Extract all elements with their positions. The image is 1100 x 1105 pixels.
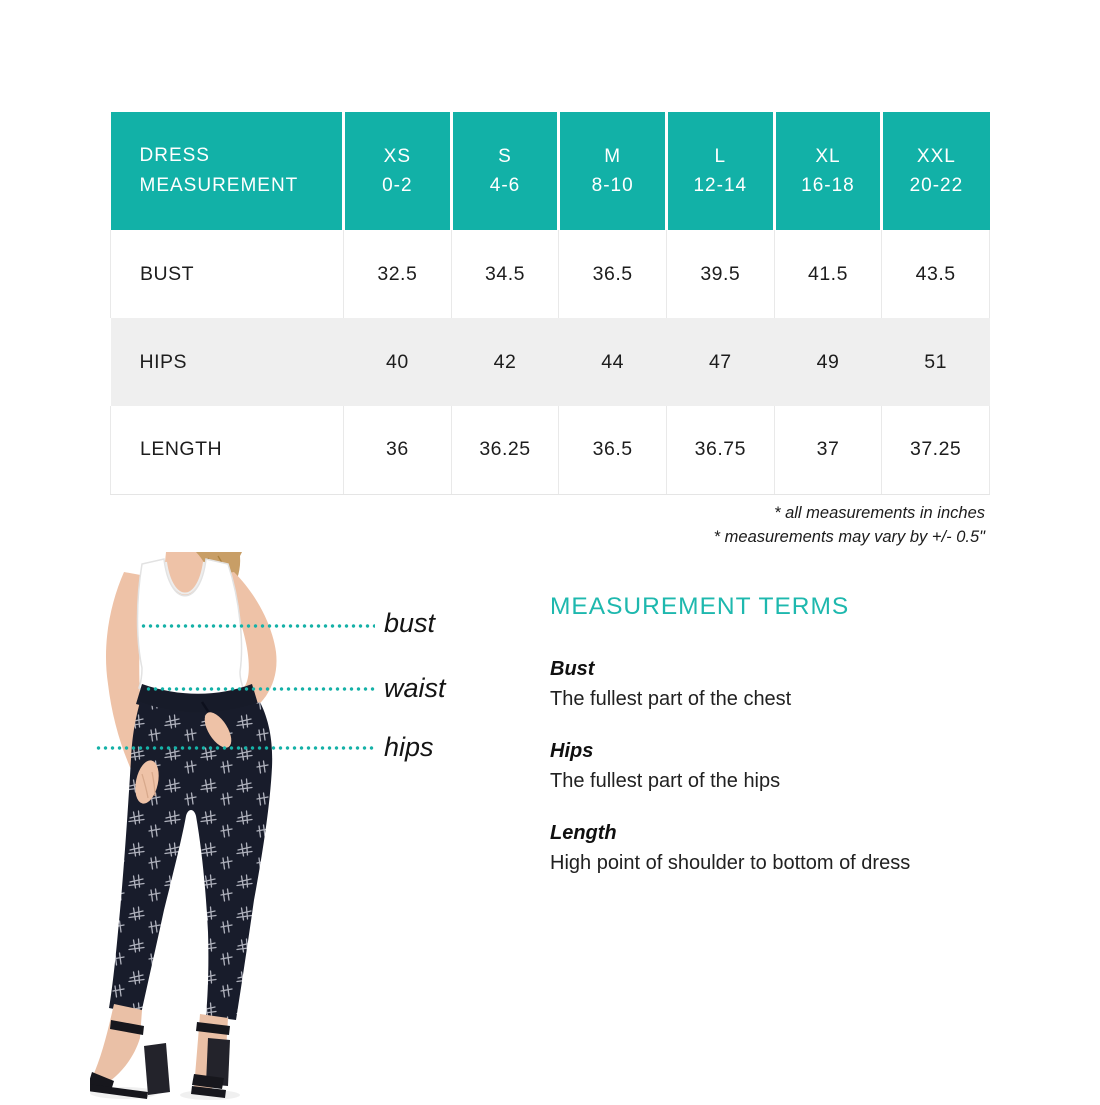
corner-header: DRESS MEASUREMENT bbox=[111, 112, 344, 230]
column-header-xs bbox=[344, 112, 452, 230]
cell-value: 49 bbox=[774, 318, 882, 406]
cell-value: 40 bbox=[344, 318, 452, 406]
size-range: 16-18 bbox=[801, 175, 855, 196]
footnotes bbox=[714, 501, 985, 549]
column-header-s bbox=[451, 112, 559, 230]
size-range: 0-2 bbox=[382, 175, 413, 196]
waist-annotation-label: waist bbox=[384, 673, 446, 703]
term-name: Length bbox=[550, 822, 617, 844]
table-row-hips bbox=[111, 318, 990, 406]
bust-annotation-label: bust bbox=[384, 608, 436, 638]
cell-value: 36.25 bbox=[451, 406, 559, 494]
cell-value: 51 bbox=[882, 318, 990, 406]
cell-value: 37.25 bbox=[882, 406, 990, 494]
term-name: Hips bbox=[550, 740, 594, 762]
hips-dotted-line bbox=[95, 746, 375, 750]
column-header-xxl bbox=[882, 112, 990, 230]
cell-value: 36.75 bbox=[666, 406, 774, 494]
model-photo bbox=[90, 552, 320, 1100]
size-label: XL bbox=[815, 146, 841, 167]
size-label: M bbox=[604, 146, 622, 167]
terms-title: MEASUREMENT TERMS bbox=[550, 593, 850, 620]
size-label: XXL bbox=[916, 146, 956, 167]
cell-value: 36.5 bbox=[559, 406, 667, 494]
cell-value: 44 bbox=[559, 318, 667, 406]
term-length bbox=[550, 822, 1020, 875]
hips-annotation-label: hips bbox=[384, 732, 434, 762]
measurement-terms-section bbox=[550, 593, 1020, 875]
model-figure-illustration bbox=[90, 552, 320, 1100]
table-row-bust bbox=[111, 230, 990, 318]
size-range: 20-22 bbox=[909, 175, 964, 196]
column-header-xl bbox=[774, 112, 882, 230]
waist-dotted-line bbox=[145, 687, 375, 691]
cell-value: 42 bbox=[451, 318, 559, 406]
column-header-l bbox=[666, 112, 774, 230]
cell-value: 37 bbox=[774, 406, 882, 494]
bust-dotted-line bbox=[140, 624, 375, 628]
cell-value: 32.5 bbox=[344, 230, 452, 318]
term-definition: High point of shoulder to bottom of dress bbox=[550, 852, 911, 874]
row-label: HIPS bbox=[111, 318, 344, 406]
size-range: 12-14 bbox=[693, 175, 748, 196]
term-definition: The fullest part of the hips bbox=[550, 770, 781, 792]
size-label: L bbox=[714, 146, 727, 167]
footnote-inches: * all measurements in inches bbox=[774, 504, 985, 522]
term-name: Bust bbox=[550, 658, 595, 680]
cell-value: 43.5 bbox=[882, 230, 990, 318]
size-chart-table bbox=[110, 112, 990, 495]
cell-value: 36.5 bbox=[559, 230, 667, 318]
size-label: S bbox=[498, 146, 512, 167]
cell-value: 39.5 bbox=[666, 230, 774, 318]
size-range: 8-10 bbox=[591, 175, 634, 196]
row-label: BUST bbox=[111, 230, 344, 318]
size-range: 4-6 bbox=[489, 175, 521, 196]
cell-value: 47 bbox=[666, 318, 774, 406]
footnote-variance: * measurements may vary by +/- 0.5" bbox=[713, 528, 985, 546]
cell-value: 34.5 bbox=[451, 230, 559, 318]
term-bust bbox=[550, 658, 1020, 711]
left-heel-block bbox=[144, 1043, 170, 1095]
cell-value: 41.5 bbox=[774, 230, 882, 318]
row-label: LENGTH bbox=[111, 406, 344, 494]
term-definition: The fullest part of the chest bbox=[550, 688, 792, 710]
term-hips bbox=[550, 740, 1020, 793]
cell-value: 36 bbox=[344, 406, 452, 494]
table-row-length bbox=[111, 406, 990, 494]
column-header-m bbox=[559, 112, 667, 230]
size-label: XS bbox=[383, 146, 411, 167]
size-chart-header-row bbox=[111, 112, 990, 230]
